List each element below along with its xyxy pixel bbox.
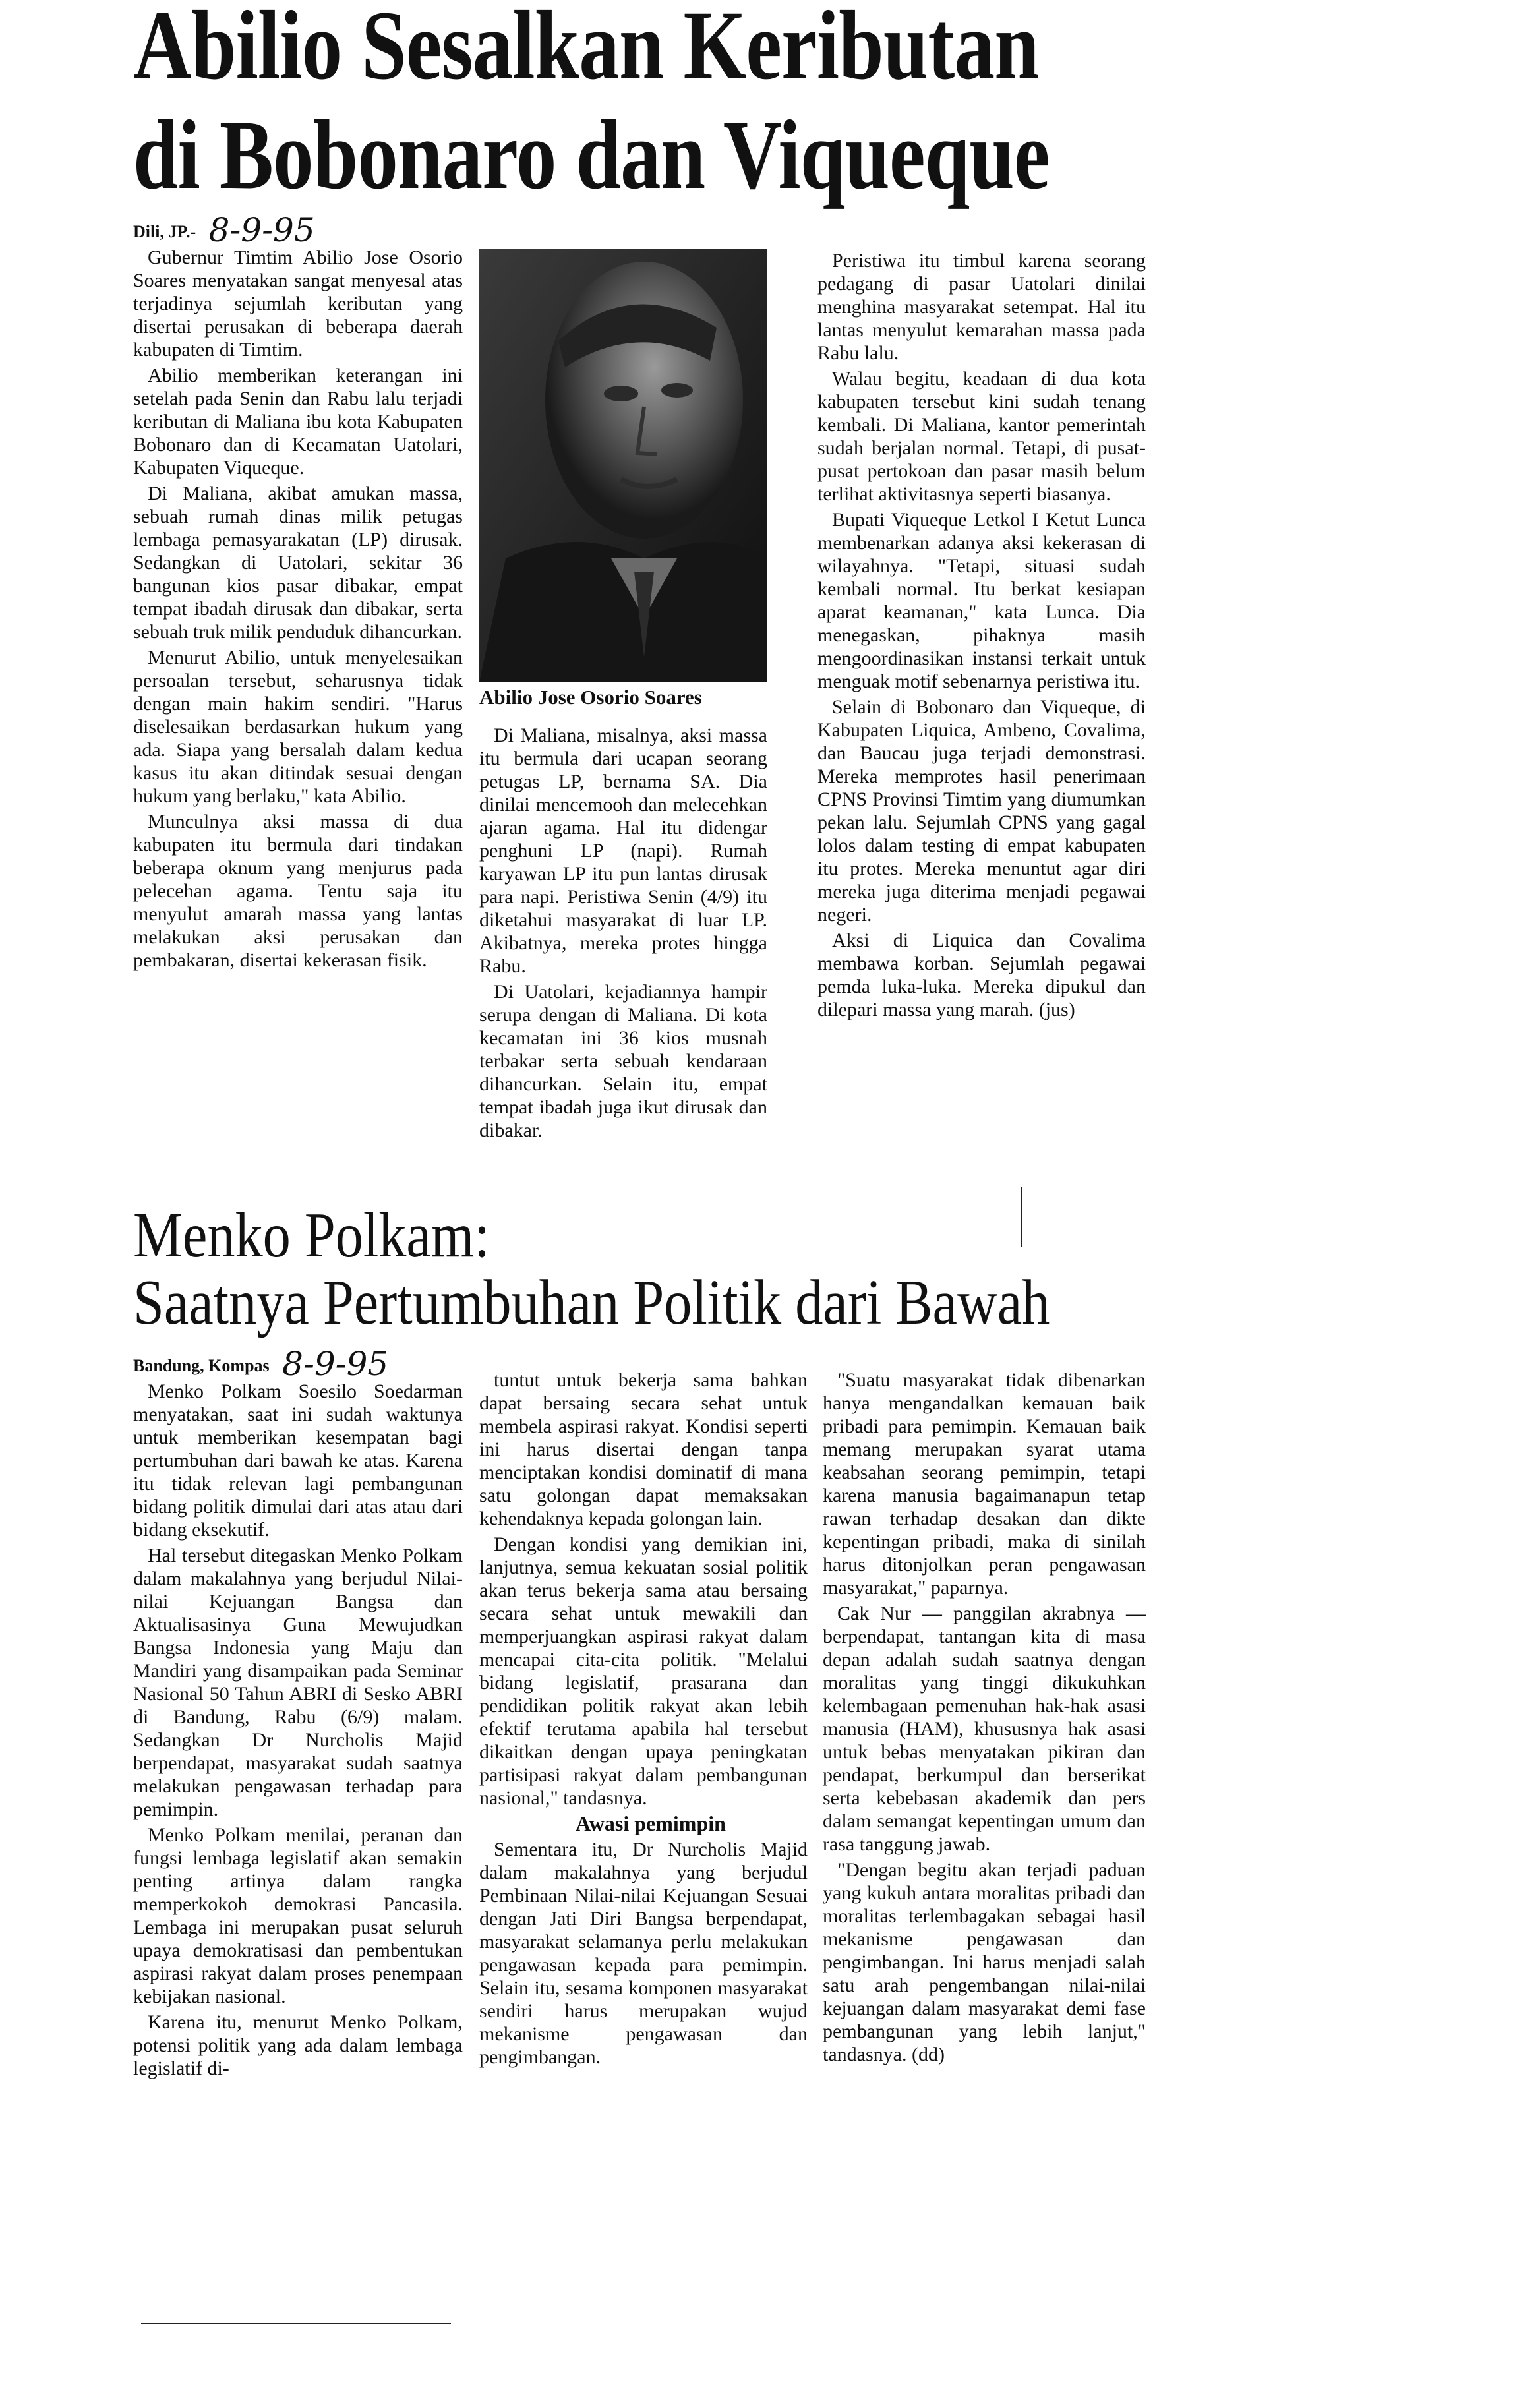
article2-paragraph: Hal tersebut ditegaskan Menko Polkam dalam makalahnya yang berjudul Nilai-nilai Kejuangan Bangsa dan Aktualisasinya Guna Mewujudkan Bangsa Indonesia yang Maju dan Mandiri yang disampaikan pada Seminar Nasional 50 Tahun ABRI di Sesko ABRI di Bandung, Rabu (6/9) malam. Sedangkan Dr Nurcholis Majid berpendapat, masyarakat sudah saatnya melakukan pengawasan terhadap para pemimpin. — [133, 1545, 463, 1820]
article1-column-3 — [817, 249, 1146, 1024]
article1-paragraph: Aksi di Liquica dan Covalima membawa korban. Sejumlah pegawai pemda luka-luka. Mereka dipukul dan dilepari massa yang marah. (jus) — [817, 930, 1146, 1020]
article1-paragraph: Di Maliana, akibat amukan massa, sebuah rumah dinas milik petugas lembaga pemasyarakatan (LP) dirusak. Sedangkan di Uatolari, sekitar 36 bangunan kios pasar dibakar, empat tempat ibadah dirusak dan dibakar, serta sebuah truk milik penduduk dihancurkan. — [133, 483, 463, 643]
article2-subhead: Awasi pemimpin — [576, 1812, 726, 1835]
portrait-photo — [479, 249, 767, 682]
article2-paragraph: "Suatu masyarakat tidak dibenarkan hanya mengandalkan kemauan baik pribadi para pemimpin. Kemauan baik memang merupakan syarat utama keabsahan seorang pemimpin, tetapi karena manusia bagaimanapun tetap rawan terhadap desakan dan dikte kepentingan pribadi, maka di sinilah harus ditonjolkan peran pengawasan masyarakat," paparnya. — [823, 1369, 1146, 1599]
article2-headline: Saatnya Pertumbuhan Politik dari Bawah — [133, 1267, 1050, 1338]
article2-paragraph: Cak Nur — panggilan akrabnya — berpendapat, tantangan kita di masa depan adalah sudah saatnya dengan moralitas yang tinggi dikukuhkan kelembagaan pemenuhan hak-hak asasi manusia (HAM), khususnya hak asasi untuk bebas menyatakan pikiran dan pendapat, berkumpul dan berserikat serta kebebasan akademik dan pers dalam semangat kepentingan umum dan rasa tanggung jawab. — [823, 1603, 1146, 1855]
article1-headline-line1: Abilio Sesalkan Keributan — [133, 0, 1039, 100]
article2-paragraph: Menko Polkam Soesilo Soedarman menyatakan, saat ini sudah waktunya untuk memberikan kesempatan bagi pertumbuhan dari bawah ke atas. Karena itu tidak relevan lagi pembangunan bidang politik dimulai dari atas atau dari bidang eksekutif. — [133, 1380, 463, 1541]
article1-headline-line2: di Bobonaro dan Viqueque — [133, 100, 1050, 210]
article1-paragraph: Gubernur Timtim Abilio Jose Osorio Soares menyatakan sangat menyesal atas terjadinya sejumlah keributan yang disertai perusakan di beberapa daerah kabupaten di Timtim. — [133, 247, 463, 361]
article1-paragraph: Di Maliana, misalnya, aksi massa itu bermula dari ucapan seorang petugas LP, bernama SA. Dia dinilai mencemooh dan melecehkan ajaran agama. Hal itu didengar penghuni LP (napi). Rumah karyawan LP itu pun lantas dirusak para napi. Peristiwa Senin (4/9) itu diketahui masyarakat di luar LP. Akibatnya, mereka protes hingga Rabu. — [479, 724, 767, 977]
article2-column-2 — [479, 1369, 808, 2071]
article2-handwritten-date: 8-9-95 — [282, 1345, 389, 1383]
article1-handwritten-date: 8-9-95 — [208, 211, 315, 249]
article1-paragraph: Menurut Abilio, untuk menyelesaikan persoalan tersebut, seharusnya tidak dengan main hakim sendiri. "Harus diselesaikan berdasarkan hukum yang ada. Siapa yang bersalah dalam kedua kasus itu akan ditindak sesuai dengan hukum yang berlaku," kata Abilio. — [133, 647, 463, 807]
article2-paragraph: Dengan kondisi yang demikian ini, lanjutnya, semua kekuatan sosial politik akan terus bekerja sama atau bersaing secara sehat untuk mewakili dan memperjuangkan aspirasi rakyat dalam mencapai cita-cita politik. "Melalui bidang legislatif, prasarana dan pendidikan politik rakyat akan lebih efektif terutama apabila hal tersebut dikaitkan dengan upaya peningkatan partisipasi rakyat dalam pembangunan nasional," tandasnya. — [479, 1533, 808, 1809]
article1-dateline: Dili, JP.- — [133, 222, 196, 241]
bottom-divider — [141, 2323, 451, 2324]
article1-paragraph: Peristiwa itu timbul karena seorang pedagang di pasar Uatolari dinilai menghina masyarakat setempat. Hal itu lantas menyulut kemarahan massa pada Rabu lalu. — [817, 250, 1146, 364]
article2-column-3 — [823, 1369, 1146, 2069]
article1-paragraph: Munculnya aksi massa di dua kabupaten itu bermula dari tindakan beberapa oknum yang menjurus pada pelecehan agama. Tentu saja itu menyulut amarah massa yang lantas melakukan aksi perusakan dan pembakaran, disertai kekerasan fisik. — [133, 811, 463, 971]
article2-column-1 — [133, 1345, 463, 2083]
article2-kicker: Menko Polkam: — [133, 1200, 490, 1271]
photo-caption: Abilio Jose Osorio Soares — [479, 686, 702, 709]
article1-paragraph: Di Uatolari, kejadiannya hampir serupa dengan di Maliana. Di kota kecamatan ini 36 kios musnah terbakar serta sebuah kendaraan dihancurkan. Selain itu, empat tempat ibadah juga ikut dirusak dan dibakar. — [479, 981, 767, 1141]
margin-mark — [1021, 1187, 1022, 1247]
article2-dateline: Bandung, Kompas — [133, 1356, 270, 1375]
article2-paragraph: tuntut untuk bekerja sama bahkan dapat bersaing secara sehat untuk membela aspirasi rakyat. Kondisi seperti ini harus disertai dengan tanpa menciptakan kondisi dominatif di mana satu golongan dapat memaksakan kehendaknya kepada golongan lain. — [479, 1369, 808, 1529]
portrait-image — [479, 249, 767, 682]
article1-column-1 — [133, 211, 463, 974]
article1-paragraph: Walau begitu, keadaan di dua kota kabupaten tersebut kini sudah tenang kembali. Di Maliana, kantor pemerintah sudah berjalan normal. Tetapi, di pusat-pusat pertokoan dan pasar masih belum terlihat aktivitasnya seperti biasanya. — [817, 368, 1146, 505]
article1-paragraph: Abilio memberikan keterangan ini setelah pada Senin dan Rabu lalu terjadi keributan di Maliana ibu kota Kabupaten Bobonaro dan di Kecamatan Uatolari, Kabupaten Viqueque. — [133, 365, 463, 479]
article2-paragraph: "Dengan begitu akan terjadi paduan yang kukuh antara moralitas pribadi dan moralitas terlembagakan sebagai hasil mekanisme pengawasan dan pengimbangan. Ini harus menjadi salah satu arah pengembangan nilai-nilai kejuangan dalam masyarakat demi fase pembangunan yang lebih lanjut," tandasnya. (dd) — [823, 1859, 1146, 2065]
article1-paragraph: Selain di Bobonaro dan Viqueque, di Kabupaten Liquica, Ambeno, Covalima, dan Baucau juga terjadi demonstrasi. Mereka memprotes hasil penerimaan CPNS Provinsi Timtim yang diumumkan pekan lalu. Sejumlah CPNS yang gagal lolos dalam testing di empat kabupaten itu protes. Mereka menuntut agar diri mereka juga diterima menjadi pegawai negeri. — [817, 696, 1146, 926]
article2-paragraph: Menko Polkam menilai, peranan dan fungsi lembaga legislatif akan semakin penting artinya dalam rangka memperkokoh demokrasi Pancasila. Lembaga ini merupakan pusat seluruh upaya demokratisasi dan pembentukan aspirasi rakyat dalam proses penempaan kebijakan nasional. — [133, 1824, 463, 2007]
article2-paragraph: Karena itu, menurut Menko Polkam, potensi politik yang ada dalam lembaga legislatif di- — [133, 2011, 463, 2079]
article1-paragraph: Bupati Viqueque Letkol I Ketut Lunca membenarkan adanya aksi kekerasan di wilayahnya. "Tetapi, situasi sudah kembali normal. Itu berkat kesiapan aparat keamanan," kata Lunca. Dia menegaskan, pihaknya masih mengoordinasikan instansi terkait untuk menguak motif sebenarnya peristiwa itu. — [817, 509, 1146, 692]
article2-paragraph: Sementara itu, Dr Nurcholis Majid dalam makalahnya yang berjudul Pembinaan Nilai-nilai Kejuangan Sesuai dengan Jati Diri Bangsa berpendapat, masyarakat selamanya perlu melakukan pengawasan kepada para pemimpin. Selain itu, sesama komponen masyarakat sendiri harus merupakan wujud mekanisme pengawasan dan pengimbangan. — [479, 1839, 808, 2068]
article1-column-2 — [479, 724, 767, 1144]
